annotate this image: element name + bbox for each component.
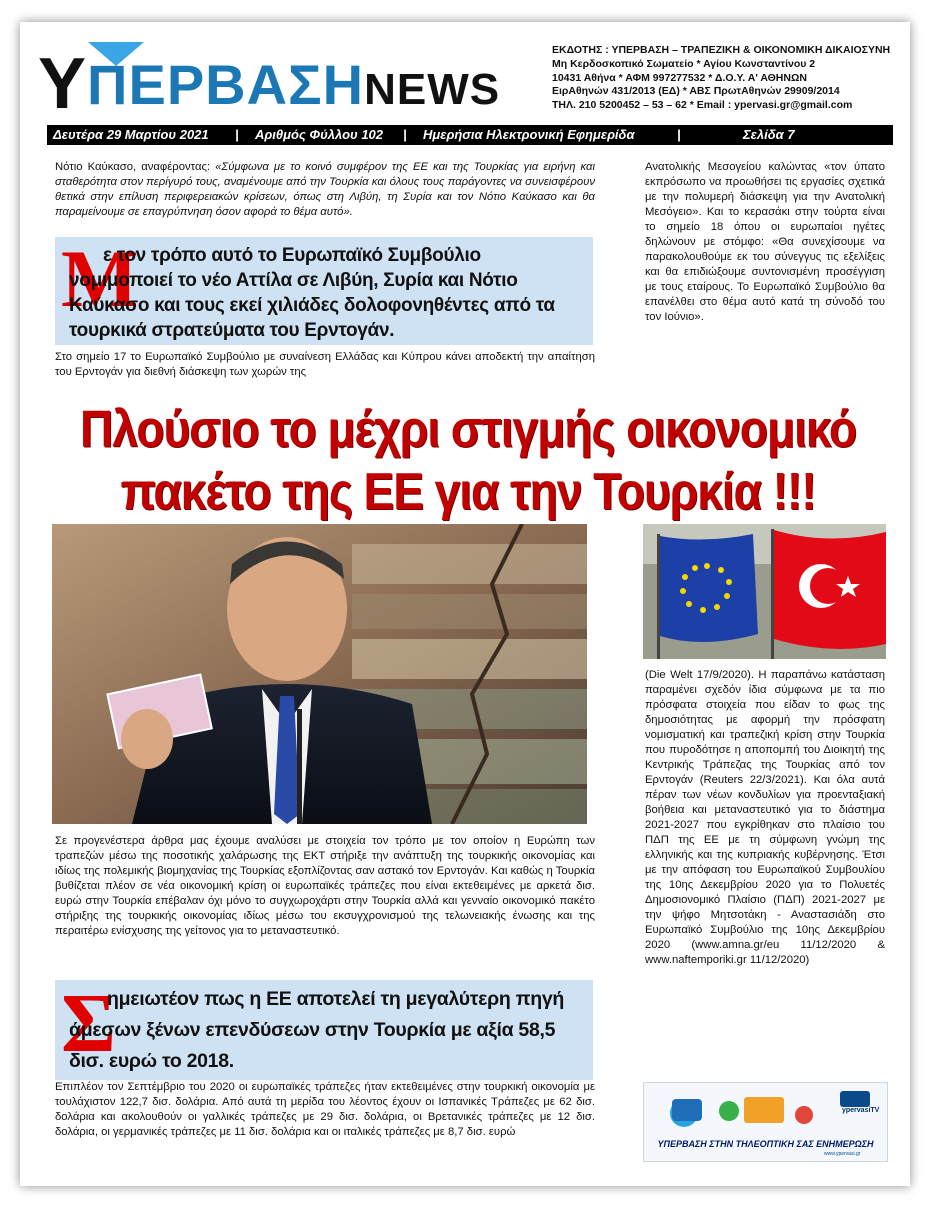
- body-paragraph-2: Επιπλέον τον Σεπτέμβριο του 2020 οι ευρωπαϊκές τράπεζες ήταν εκτεθειμένες στην τουρκική οικονομία με τουλάχιστον 122,7 δισ. δολάρια. Από αυτά τη μερίδα του λέοντος έχουν οι Ισπανικές Τράπεζες με 62 δισ. δολάρια και ακολουθούν οι γαλλικές τράπεζες με 29 δισ. δολάρια, οι Βρετανικές τράπεζες με 12 δισ. δολάρια, οι γερμανικές τράπεζες με 11 δισ. δολάρια και οι ιταλικές τράπεζες με 8,7 δισ. ευρώ: [55, 1081, 595, 1138]
- masthead-logo: [38, 42, 501, 124]
- intro-lead: Νότιο Καύκασο, αναφέροντας:: [55, 161, 216, 173]
- right-column-text: Ανατολικής Μεσογείου καλώντας «τον ύπατο εκπρόσωπο να προωθήσει τις εργασίες σχετικά με την πολυμερή διάσκεψη για την Ανατολική Μεσόγειο». Και το κερασάκι στην τούρτα είναι το σημείο 18 όπου οι ευρωπαίοι ηγέτες δηλώνουν με στόμφο: «Θα συνεχίσουμε να παρακολουθούμε εκ του σύνεγγυς τις εξελίξεις και θα επιδιώξουμε συντονισμένη προσέγγιση με τους εταίρους. Το Ευρωπαϊκό Συμβούλιο θα επανέλθει στο θέμα αυτό κατά τη σύνοδό του τον Ιούνιο».: [645, 161, 885, 323]
- erdogan-photo-illustration: [52, 524, 587, 824]
- issue-type: Ημερήσια Ηλεκτρονική Εφημερίδα: [423, 127, 635, 142]
- callout-text: [69, 243, 589, 343]
- banner-url: www.ypervasi.gr: [824, 1151, 861, 1157]
- publisher-info: [552, 44, 902, 113]
- intro-quote: «Σύμφωνα με το κοινό συμφέρον της ΕΕ και της Τουρκίας για ειρήνη και σταθερότητα στον περίγυρό τους, αναμένουμε από την Τουρκία και όλους τους παράγοντες να συνεισφέρουν θετικά στην επίλυση περιφερειακών κρίσεων, όπως στη Λιβύη, τη Συρία και τον Νότιο Καύκασο και θα παραμείνουμε σε επαγρύπνηση όσον αφορά το θέμα αυτό».: [55, 161, 596, 218]
- issue-separator: |: [403, 127, 407, 142]
- callout-box-2: [55, 977, 593, 1080]
- headline-line-1: Πλούσιο το μέχρι στιγμής οικονομικό: [80, 399, 856, 458]
- banner-graphic: [644, 1083, 887, 1161]
- logo-news: NEWS: [364, 65, 501, 114]
- issue-bar: [47, 125, 893, 145]
- callout-text: [69, 984, 589, 1077]
- callout-dropcap: Μ: [61, 233, 139, 324]
- right-column-continued: (Die Welt 17/9/2020). Η παραπάνω κατάσταση παραμένει σχεδόν ίδια σύμφωνα με τα πιο πρόσφατα στοιχεία που είδαν το φως της δημοσιότητας με αφορμή την πρόσφατη νομισματική και τραπεζική κρίση στην Τουρκία που πυροδότησε η αποπομπή του Διοικητή της Κεντρικής Τράπεζας της Τουρκίας από τον Ερντογάν (Reuters 22/3/2021). Και όλα αυτά πέραν των νέων κονδυλίων για προενταξιακή βοήθεια και μεταναστευτικό για το διάστημα 2021-2027 που εγκρίθηκαν στο πλαίσιο του ΠΔΠ της ΕΕ με τη σύμφωνη γνώμη της ελληνικής και της κυπριακής κυβέρνησης. Έτσι με την απόφαση του Ευρωπαϊκού Συμβουλίου της 10ης Δεκεμβρίου 2020 για το Πολυετές Δημοσιονομικό Πλαίσιο (ΠΔΠ) 2021-2027 με την ψήφο Μητσοτάκη - Αναστασιάδη στο Ευρωπαϊκό Συμβούλιο της 10ης Δεκεμβρίου 2020 (www.amna.gr/eu 11/12/2020 & www.naftemporiki.gr 11/12/2020): [645, 669, 885, 966]
- flags-illustration: [643, 524, 886, 659]
- intro-paragraph: [55, 160, 595, 220]
- issue-separator: |: [235, 127, 239, 142]
- page-number: Σελίδα 7: [743, 127, 795, 142]
- logo-y: Y: [38, 44, 88, 124]
- publisher-line: ΕιρΑθηνών 431/2013 (ΕΔ) * ΑΒΣ ΠρωτΑθηνών 29909/2014: [552, 85, 840, 98]
- banner-title: ΥΠΕΡΒΑΣΗ ΣΤΗΝ ΤΗΛΕΟΠΤΙΚΗ ΣΑΣ ΕΝΗΜΕΡΩΣΗ: [657, 1139, 874, 1149]
- callout-dropcap: Σ: [61, 977, 116, 1070]
- callout-box-1: [55, 233, 593, 345]
- eu-turkey-flags-photo: [643, 524, 886, 659]
- erdogan-photo: [52, 524, 587, 824]
- publisher-line: 10431 Αθήνα * ΑΦΜ 997277532 * Δ.Ο.Υ. Α' ΑΘΗΝΩΝ: [552, 71, 807, 84]
- issue-date: Δευτέρα 29 Μαρτίου 2021: [53, 127, 209, 142]
- paragraph-point-17: Στο σημείο 17 το Ευρωπαϊκό Συμβούλιο με συναίνεση Ελλάδας και Κύπρου κάνει αποδεκτή την απαίτηση του Ερντογάν για διεθνή διάσκεψη των χωρών της: [55, 351, 595, 378]
- logo-name: ΠΕΡΒΑΣΗ: [87, 53, 365, 116]
- main-headline: [48, 397, 888, 522]
- publisher-line: ΕΚΔΟΤΗΣ : ΥΠΕΡΒΑΣΗ – ΤΡΑΠΕΖΙΚΗ & ΟΙΚΟΝΟΜΙΚΗ ΔΙΚΑΙΟΣΥΝΗ: [552, 44, 891, 56]
- callout-text-body: ε τον τρόπο αυτό το Ευρωπαϊκό Συμβούλιο νομιμοποιεί το νέο Αττίλα σε Λιβύη, Συρία και Νότιο Καύκασο και τους εκεί χιλιάδες δολοφονηθέντες από τα τουρκικά στρατεύματα του Ερντογάν.: [69, 245, 555, 341]
- publisher-line: ΤΗΛ. 210 5200452 – 53 – 62 * Email : ypervasi.gr@gmail.com: [552, 99, 853, 112]
- headline-line-2: πακέτο της ΕΕ για την Τουρκία !!!: [120, 461, 816, 521]
- body-paragraph-1: Σε προγενέστερα άρθρα μας έχουμε αναλύσει με στοιχεία τον τρόπο με τον οποίον η Ευρώπη των τραπεζών μέσω της ποσοτικής χαλάρωσης της ΕΚΤ στήριξε την ανάπτυξη της τουρκικής οικονομίας και ιδίως της πολεμικής βιομηχανίας της Τουρκίας εξοπλίζοντας σαν αστακό τον Ερντογάν. Και καθώς η Τουρκία βυθίζεται πλέον σε νέα οικονομική κρίση οι ευρωπαϊκές τράπεζες που είναι εκτεθειμένες με αρκετά δισ. ευρώ στην Τουρκία επέβαλαν όχι μόνο το συγχωροχάρτι στην Τουρκία αλλά και γενναίο οικονομικό πακέτο στήριξης της τουρκικής οικονομίας ιδίως μέσω του εκσυγχρονισμού της τελωνειακής ένωσης και της περαιτέρω ενίσχυσης της γείτονος για το μεταναστευτικό.: [55, 835, 595, 937]
- publisher-line: Μη Κερδοσκοπικό Σωματείο * Αγίου Κωνσταντίνου 2: [552, 57, 816, 70]
- banner-logo-text: ypervasiTV: [842, 1107, 880, 1114]
- ypervasi-tv-banner[interactable]: [643, 1082, 888, 1162]
- issue-number: Αριθμός Φύλλου 102: [255, 127, 384, 142]
- callout-text-body: ημειωτέον πως η ΕΕ αποτελεί τη μεγαλύτερη πηγή άμεσων ξένων επενδύσεων στην Τουρκία με αξία 58,5 δισ. ευρώ το 2018.: [69, 988, 565, 1072]
- logo-wordmark: [38, 44, 501, 124]
- issue-separator: |: [677, 127, 681, 142]
